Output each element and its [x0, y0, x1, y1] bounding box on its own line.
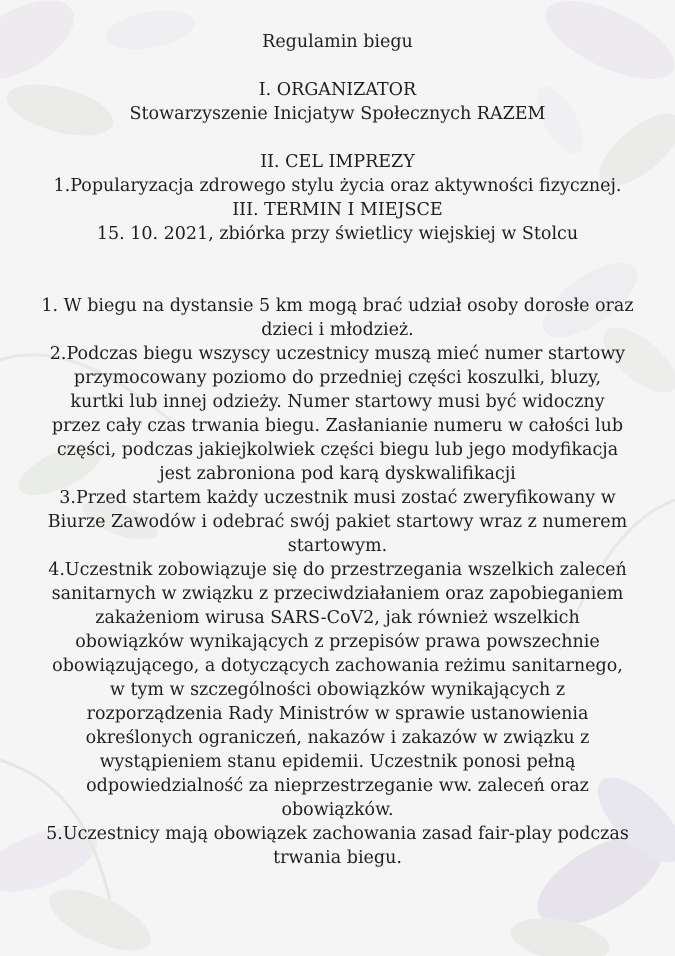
rule-line: trwania biegu. [273, 848, 402, 868]
rule-item [0, 822, 675, 870]
rule-line: obowiązków wynikających z przepisów prawa powszechnie [75, 632, 600, 652]
rule-item [0, 486, 675, 558]
organizer-heading: I. ORGANIZATOR [258, 80, 417, 100]
rule-line: obowiązującego, a dotyczących zachowania reżimu sanitarnego, [52, 656, 623, 676]
date-text: 15. 10. 2021, zbiórka przy świetlicy wiejskiej w Stolcu [96, 224, 579, 244]
rule-line: 2.Podczas biegu wszyscy uczestnicy muszą mieć numer startowy [49, 344, 626, 364]
organizer-text: Stowarzyszenie Inicjatyw Społecznych RAZEM [129, 104, 546, 124]
rules-list [0, 294, 675, 870]
rule-line: rozporządzenia Rady Ministrów w sprawie ustanowienia [86, 704, 589, 724]
document-body [0, 30, 675, 870]
document-title: Regulamin biegu [262, 32, 413, 52]
rule-line: odpowiedzialność za nieprzestrzeganie ww. zaleceń oraz [86, 776, 589, 796]
rule-line: w tym w szczególności obowiązków wynikających z [109, 680, 566, 700]
rule-line: dzieci i młodzież. [261, 320, 414, 340]
goal-heading: II. CEL IMPREZY [260, 152, 415, 172]
rule-line: obowiązków. [281, 800, 394, 820]
rule-item [0, 342, 675, 486]
rule-line: startowym. [287, 536, 388, 556]
goal-text: 1.Popularyzacja zdrowego stylu życia oraz aktywności fizycznej. [53, 176, 622, 196]
rule-line: 3.Przed startem każdy uczestnik musi zostać zweryfikowany w [59, 488, 616, 508]
rule-line: zakażeniom wirusa SARS-CoV2, jak również wszelkich [95, 608, 580, 628]
rule-line: jest zabroniona pod karą dyskwalifikacji [159, 464, 516, 484]
rule-line: Biurze Zawodów i odebrać swój pakiet startowy wraz z numerem [47, 512, 628, 532]
rule-line: określonych ograniczeń, nakazów i zakazów w związku z [85, 728, 590, 748]
date-heading: III. TERMIN I MIEJSCE [232, 200, 443, 220]
rule-line: przymocowany poziomo do przedniej części koszulki, bluzy, [73, 368, 602, 388]
rule-line: przez cały czas trwania biegu. Zasłanianie numeru w całości lub [51, 416, 624, 436]
rule-line: wystąpieniem stanu epidemii. Uczestnik ponosi pełną [99, 752, 576, 772]
rule-item [0, 558, 675, 822]
rule-line: kurtki lub innej odzieży. Numer startowy musi być widoczny [70, 392, 605, 412]
rule-item [0, 294, 675, 342]
rule-line: części, podczas jakiejkolwiek części biegu lub jego modyfikacja [56, 440, 619, 460]
rule-line: 5.Uczestnicy mają obowiązek zachowania zasad fair-play podczas [46, 824, 629, 844]
rule-line: sanitarnych w związku z przeciwdziałaniem oraz zapobieganiem [51, 584, 624, 604]
rule-line: 1. W biegu na dystansie 5 km mogą brać udział osoby dorosłe oraz [41, 296, 634, 316]
rule-line: 4.Uczestnik zobowiązuje się do przestrzegania wszelkich zaleceń [48, 560, 627, 580]
